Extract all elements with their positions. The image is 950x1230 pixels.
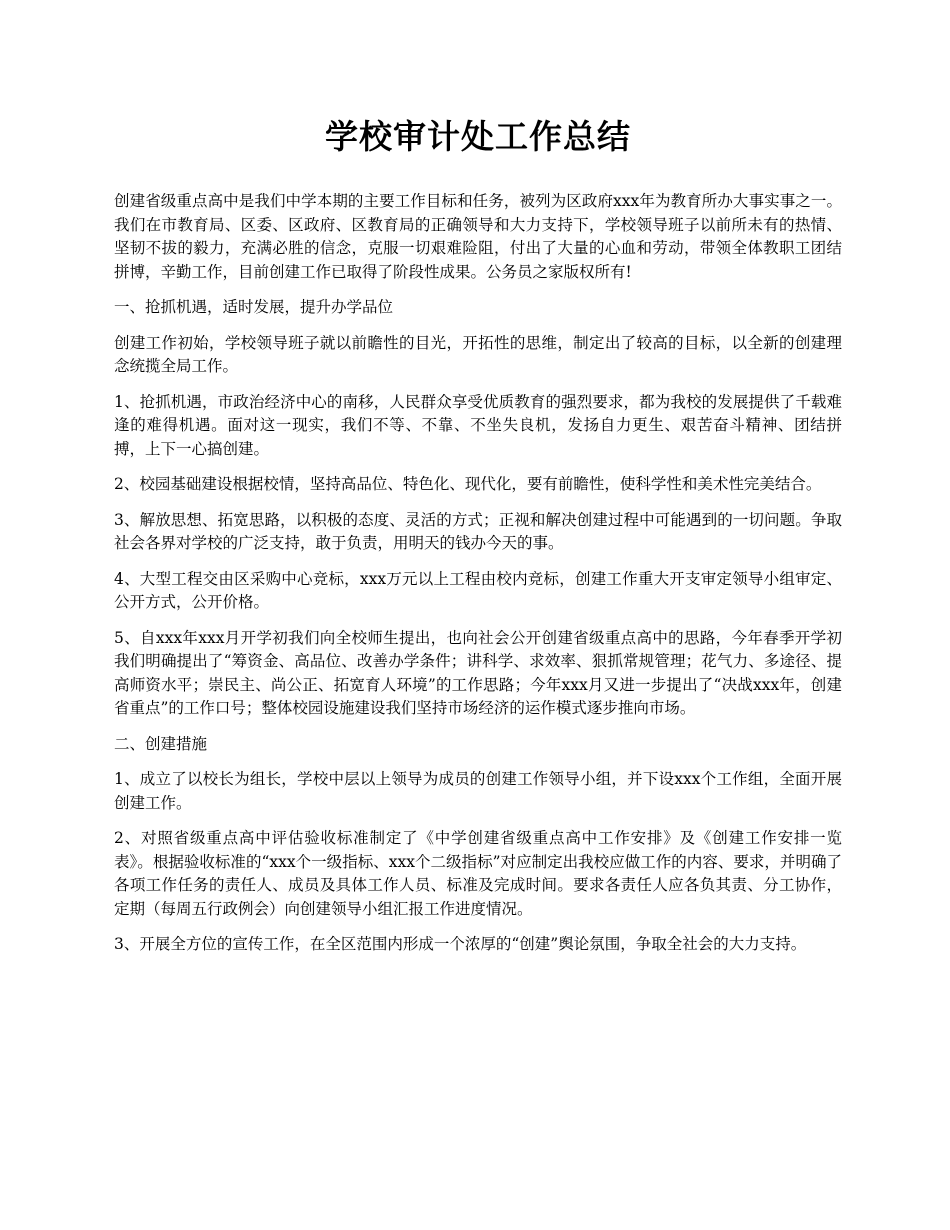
section-1-intro-paragraph: 创建工作初始，学校领导班子就以前瞻性的目光，开拓性的思维，制定出了较高的目标，以全新的创建理念统揽全局工作。 [114, 333, 842, 375]
section-1-item-5: 5、自xxx年xxx月开学初我们向全校师生提出，也向社会公开创建省级重点高中的思路，今年春季开学初我们明确提出了“筹资金、高品位、改善办学条件；讲科学、求效率、狠抓常规管理；花气力、多途径、提高师资水平；崇民主、尚公正、拓宽育人环境”的工作思路；今年xxx月又进一步提出了“决战xxx年，创建省重点”的工作口号；整体校园设施建设我们坚持市场经济的运作模式逐步推向市场。 [114, 628, 842, 717]
section-heading-1: 一、抢抓机遇，适时发展，提升办学品位 [114, 298, 394, 316]
intro-paragraph: 创建省级重点高中是我们中学本期的主要工作目标和任务，被列为区政府xxx年为教育所办大事实事之一。我们在市教育局、区委、区政府、区教育局的正确领导和大力支持下，学校领导班子以前所未有的热情、坚韧不拔的毅力，充满必胜的信念，克服一切艰难险阻，付出了大量的心血和劳动，带领全体教职工团结拼博，辛勤工作，目前创建工作已取得了阶段性成果。公务员之家版权所有! [114, 192, 842, 281]
section-1-item-3: 3、解放思想、拓宽思路，以积极的态度、灵活的方式；正视和解决创建过程中可能遇到的一切问题。争取社会各界对学校的广泛支持，敢于负责，用明天的钱办今天的事。 [114, 510, 842, 552]
section-1-item-4: 4、大型工程交由区采购中心竞标，xxx万元以上工程由校内竞标，创建工作重大开支审定领导小组审定、公开方式，公开价格。 [114, 569, 842, 611]
section-2-item-3: 3、开展全方位的宣传工作，在全区范围内形成一个浓厚的“创建”舆论氛围，争取全社会的大力支持。 [114, 935, 807, 953]
section-1-item-1: 1、抢抓机遇，市政治经济中心的南移，人民群众享受优质教育的强烈要求，都为我校的发展提供了千载难逢的难得机遇。面对这一现实，我们不等、不靠、不坐失良机，发扬自力更生、艰苦奋斗精神、团结拼搏，上下一心搞创建。 [114, 392, 842, 458]
section-2-item-2: 2、对照省级重点高中评估验收标准制定了《中学创建省级重点高中工作安排》及《创建工作安排一览表》。根据验收标准的“xxx个一级指标、xxx个二级指标”对应制定出我校应做工作的内容、要求，并明确了各项工作任务的责任人、成员及具体工作人员、标准及完成时间。要求各责任人应各负其责、分工协作，定期（每周五行政例会）向创建领导小组汇报工作进度情况。 [114, 829, 842, 918]
section-1-item-2: 2、校园基础建设根据校情，坚持高品位、特色化、现代化，要有前瞻性，使科学性和美术性完美结合。 [114, 475, 822, 493]
document-page [114, 112, 842, 969]
document-title: 学校审计处工作总结 [325, 117, 631, 156]
section-heading-2: 二、创建措施 [114, 734, 208, 753]
section-2-item-1: 1、成立了以校长为组长，学校中层以上领导为成员的创建工作领导小组，并下设xxx个工作组，全面开展创建工作。 [114, 770, 842, 812]
